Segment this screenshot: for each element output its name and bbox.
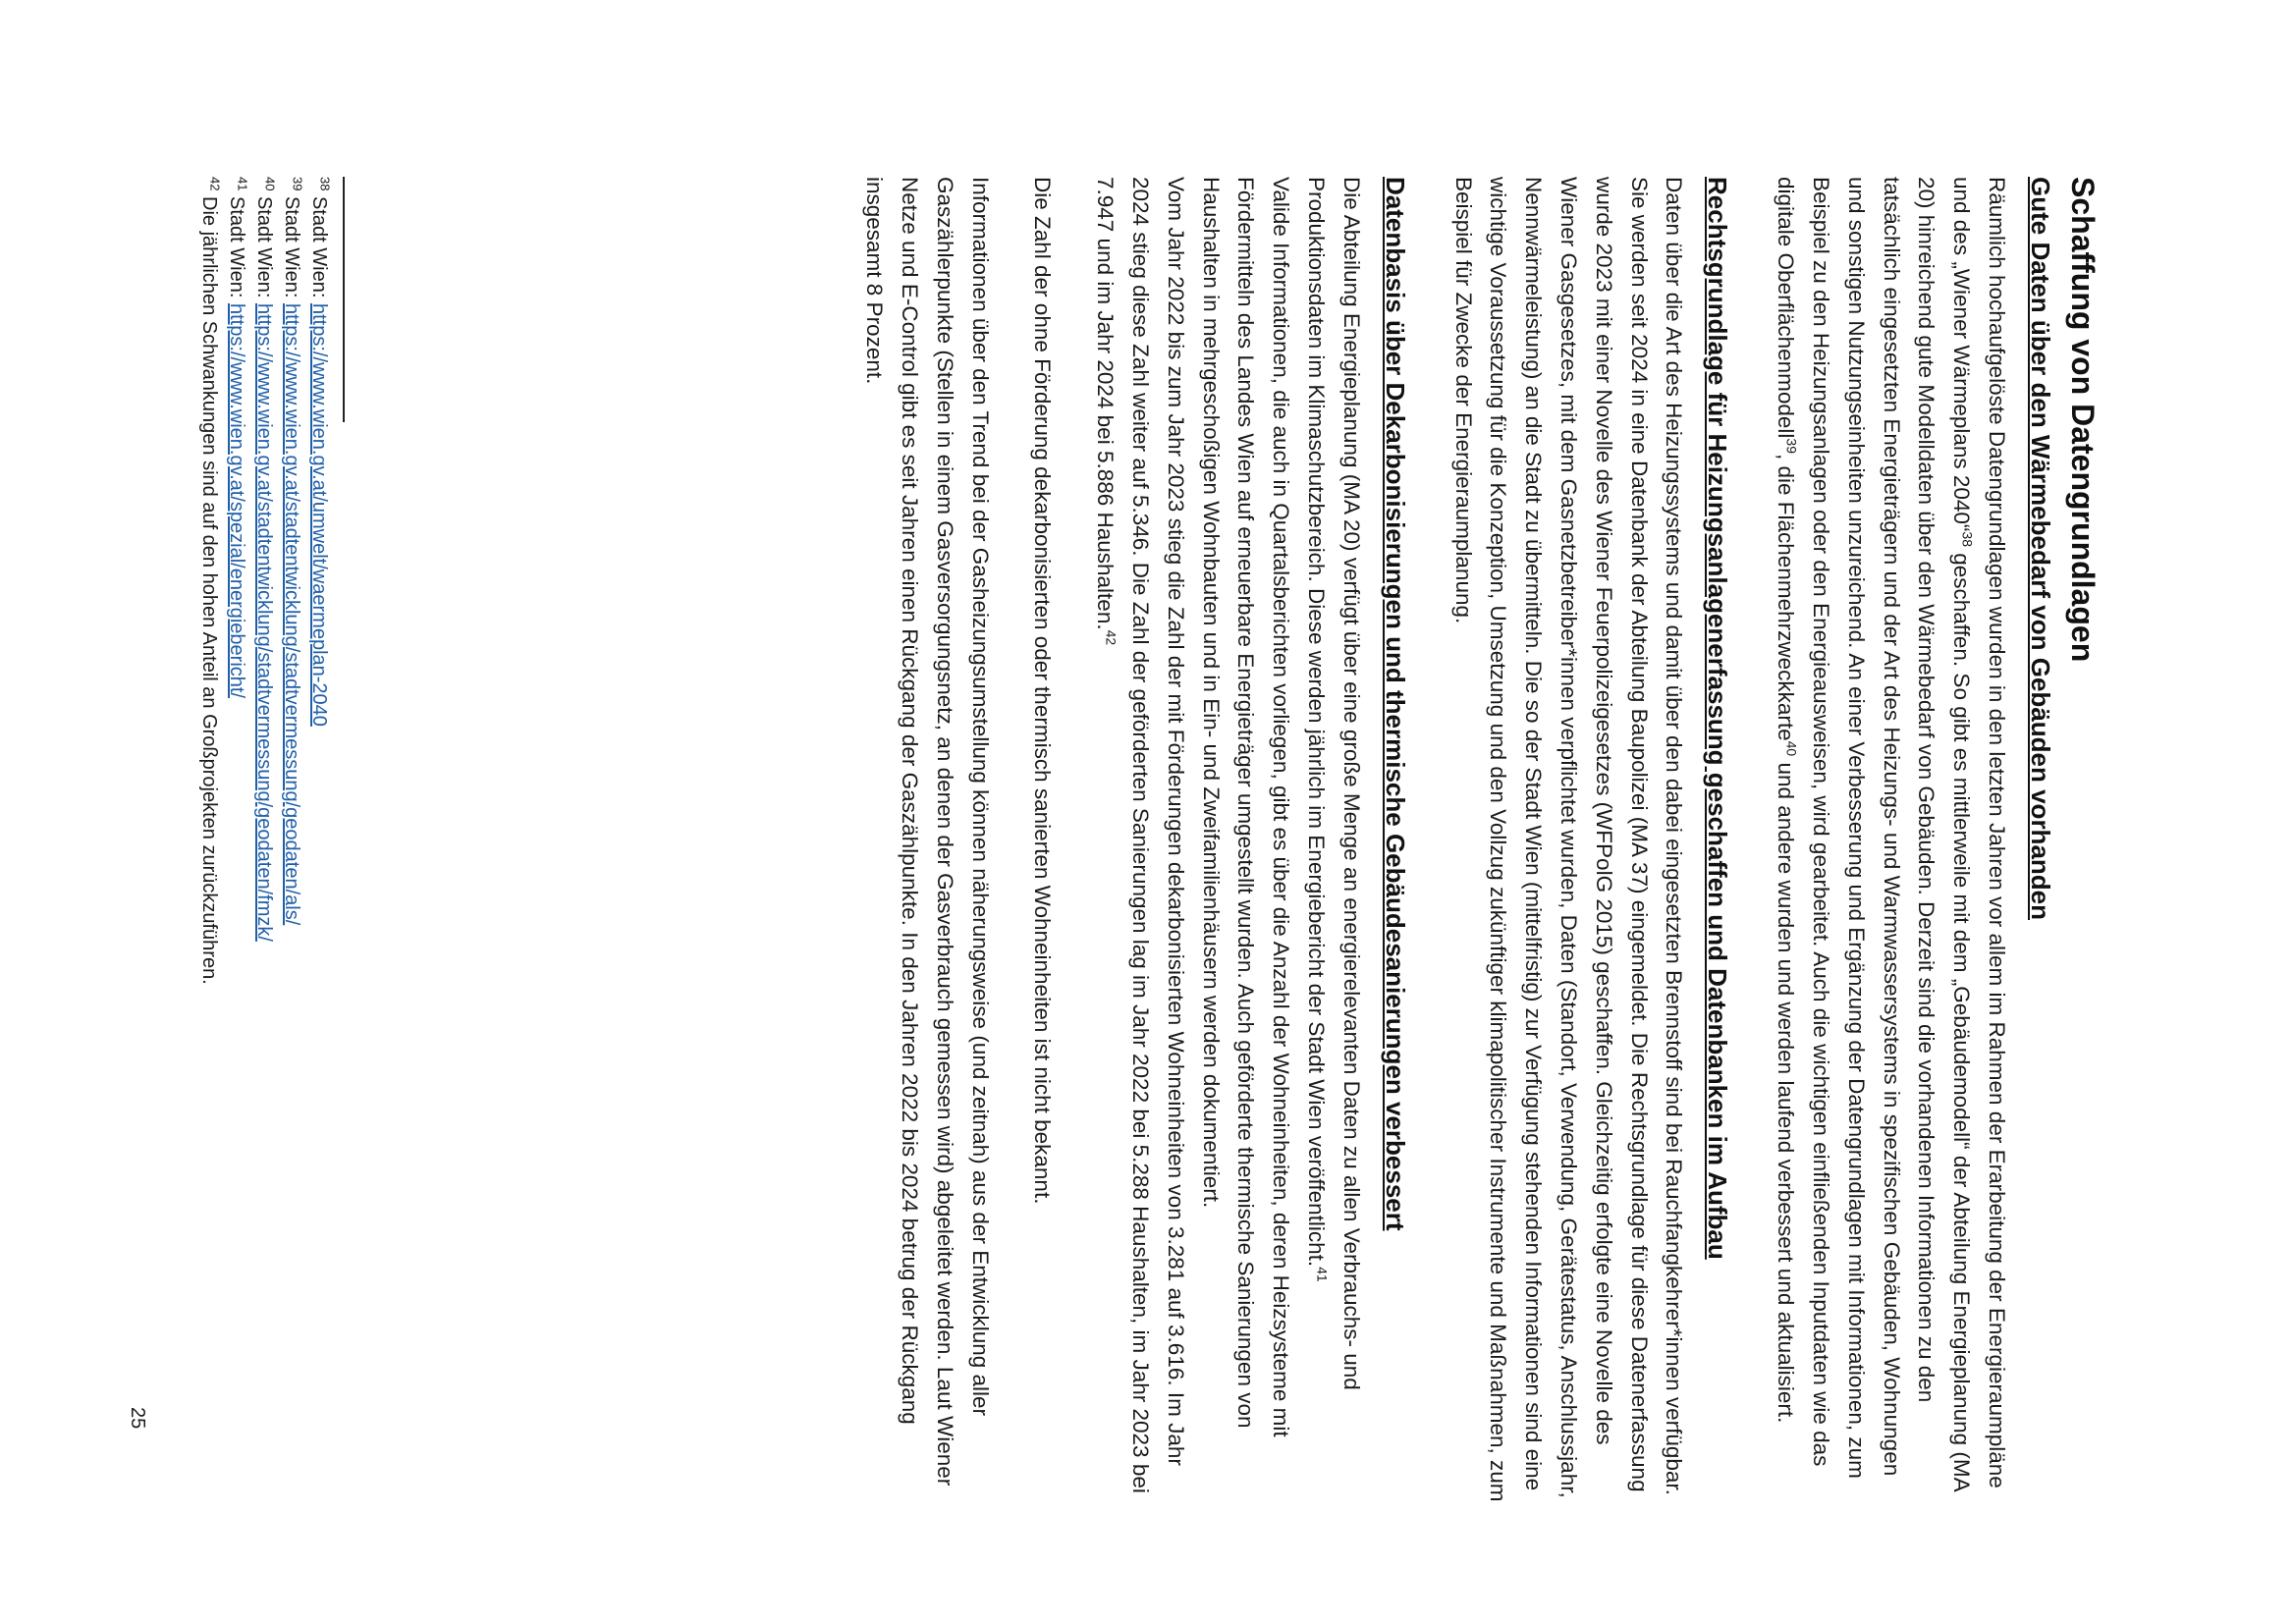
paragraph-rechtsgrundlage xyxy=(1446,177,1692,1502)
footnote-text: Stadt Wien: xyxy=(226,190,247,303)
footnote-number: 39 xyxy=(290,177,305,191)
footnote-text: Stadt Wien: xyxy=(253,190,275,303)
footnote-link-40[interactable]: https://www.wien.gv.at/stadtentwicklung/stadtvermessung/geodaten/fmzk/ xyxy=(253,302,275,942)
text-run: und andere wurden und werden laufend verbessert und aktualisiert. xyxy=(1774,756,1799,1424)
text-run: Vom Jahr 2022 bis zum Jahr 2023 stieg die Zahl der mit Förderungen dekarbonisierten Wohneinheiten von 3.281 auf 3.616. Im Jahr 2024 stieg diese Zahl weiter auf 5.346. Die Zahl der geförderten Sanierungen lag im Jahr 2022 bei 5.288 Haushalten, im Jahr 2023 bei 7.947 und im Jahr 2024 bei 5.886 Haushalten. xyxy=(1093,177,1188,1493)
section-heading-waermebedarf: Gute Daten über den Wärmebedarf von Gebäuden vorhanden xyxy=(2026,177,2055,921)
text-run: Daten über die Art des Heizungssystems und damit über den dabei eingesetzten Brennstoff sind bei Rauchfangkehrer*innen verfügbar. Sie werden seit 2024 in eine Datenbank der Abteilung Baupolizei (MA 37) eingemeldet. Die Rechtsgrundlage für diese Datenerfassung wurde 2023 mit einer Novelle des Wiener Feuerpolizeigesetzes (WFPolG 2015) geschaffen. Gleichzeitig erfolgte eine Novelle des Wiener Gasgesetzes, mit dem Gasnetzbetreiber*innen verpflichtet wurden, Daten (Standort, Verwendung, Gerätestatus, Anschlussjahr, Nennwärmeleistung) an die Stadt zu übermitteln. Die so der Stadt Wien (mittelfristig) zur Verfügung stehenden Informationen sind eine wichtige Voraussetzung für die Konzeption, Umsetzung und den Vollzug zukünftiger klimapolitischer Instrumente und Maßnahmen, zum Beispiel für Zwecke der Energieraumplanung. xyxy=(1450,177,1687,1502)
footnote-number: 40 xyxy=(262,177,278,191)
footnote-41 xyxy=(223,177,250,1512)
footnote-38 xyxy=(305,177,333,1512)
footnote-link-39[interactable]: https://www.wien.gv.at/stadtentwicklung/stadtvermessung/geodaten/als/ xyxy=(281,302,302,926)
paragraph-datenbasis-3 xyxy=(1087,177,1192,1502)
footnote-ref-41[interactable]: 41 xyxy=(1314,1267,1331,1282)
text-run: Die Abteilung Energieplanung (MA 20) verfügt über eine große Menge an energierelevanten Daten zu allen Verbrauchs- und Produktionsdaten im Klimaschutzbereich. Diese werden jährlich im Energiebericht der Stadt Wien veröffentlicht. xyxy=(1304,177,1364,1390)
footnote-ref-40[interactable]: 40 xyxy=(1783,740,1800,757)
paragraph-waermebedarf xyxy=(1768,177,2014,1502)
paragraph-datenbasis-2 xyxy=(1193,177,1298,1502)
footnote-separator xyxy=(343,177,345,422)
main-content xyxy=(856,177,2103,1502)
footnote-text: Stadt Wien: xyxy=(308,190,330,303)
text-run: geschaffen. So gibt es mittlerweile mit dem „Gebäudemodell“ der Abteilung Energieplanung (MA 20) hinreichend gute Modelldaten über den Wärmebedarf von Gebäuden. Derzeit sind die vorhandenen Informationen zu den tatsächlich eingesetzten Energieträgern und der Art des Heizungs- und Warmwassersystems in spezifischen Gebäuden, Wohnungen und sonstigen Nutzungseinheiten unzureichend. An einer Verbesserung und Ergänzung der Datengrundlagen mit Informationen, zum Beispiel zu den Heizungsanlagen oder den Energieausweisen, wird gearbeitet. Auch die wichtigen einfließenden Inputdaten wie das digitale Oberflächenmodell xyxy=(1774,177,1975,1491)
footnote-ref-38[interactable]: 38 xyxy=(1959,531,1976,547)
footnote-text: Stadt Wien: xyxy=(281,190,302,303)
paragraph-datenbasis-1 xyxy=(1298,177,1369,1502)
section-heading-datenbasis: Datenbasis über Dekarbonisierungen und thermische Gebäudesanierungen verbessert xyxy=(1380,177,1410,1231)
footnotes xyxy=(195,177,345,1512)
footnote-42 xyxy=(195,177,223,1512)
page-number: 25 xyxy=(127,1407,148,1430)
text-run: Die Zahl der ohne Förderung dekarbonisierten oder thermisch sanierten Wohneinheiten ist nicht bekannt. xyxy=(1030,177,1056,1205)
footnote-link-38[interactable]: https://www.wien.gv.at/umwelt/waermeplan-2040 xyxy=(308,302,330,727)
text-run: , die Flächenmehrzweckkarte xyxy=(1774,454,1799,741)
text-run: Räumlich hochaufgelöste Datengrundlagen wurden in den letzten Jahren vor allem im Rahmen der Erarbeitung der Energieraumpläne und des „Wiener Wärmeplans 2040“ xyxy=(1949,177,2009,1489)
footnote-number: 38 xyxy=(317,177,333,191)
page-title: Schaffung von Datengrundlagen xyxy=(2065,177,2101,663)
text-run: Informationen über den Trend bei der Gasheizungsumstellung können näherungsweise (und zeitnah) aus der Entwicklung aller Gaszählerpunkte (Stellen in einem Gasversorgungsnetz, an denen der Gasverbrauch gemessen wird) abgeleitet werden. Laut Wiener Netze und E-Control gibt es seit Jahren einen Rückgang der Gaszählpunkte. In den Jahren 2022 bis 2024 betrug der Rückgang insgesamt 8 Prozent. xyxy=(862,177,993,1487)
footnote-text: Die jährlichen Schwankungen sind auf den hohen Anteil an Großprojekten zurückzuführen. xyxy=(198,190,220,985)
footnote-link-41[interactable]: https://www.wien.gv.at/spezial/energiebericht/ xyxy=(226,302,247,699)
footnote-number: 42 xyxy=(207,177,223,191)
paragraph-datenbasis-4 xyxy=(1025,177,1061,1502)
footnote-40 xyxy=(250,177,278,1512)
text-run: Valide Informationen, die auch in Quartalsberichten vorliegen, gibt es über die Anzahl der Wohneinheiten, deren Heizsysteme mit Fördermitteln des Landes Wien auf erneuerbare Energieträger umgestellt wurden. Auch geförderte thermische Sanierungen von Haushalten in mehrgeschoßigen Wohnbauten und in Ein- und Zweifamilienhäusern werden dokumentiert. xyxy=(1198,177,1294,1437)
footnote-ref-42[interactable]: 42 xyxy=(1103,629,1120,646)
section-heading-rechtsgrundlage: Rechtsgrundlage für Heizungsanlagenerfassung geschaffen und Datenbanken im Aufbau xyxy=(1703,177,1733,1260)
footnote-number: 41 xyxy=(235,177,250,191)
footnote-39 xyxy=(278,177,305,1512)
footnote-ref-39[interactable]: 39 xyxy=(1783,438,1800,454)
paragraph-datenbasis-5 xyxy=(856,177,997,1502)
